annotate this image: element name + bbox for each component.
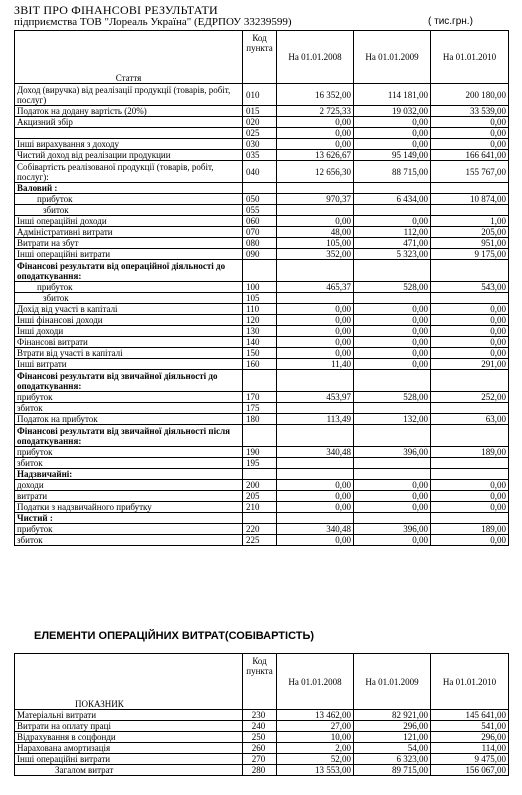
table-row xyxy=(15,480,509,491)
row-value-2008 xyxy=(277,403,354,414)
table-row xyxy=(15,392,509,403)
row-code: 030 xyxy=(243,139,277,150)
table-row xyxy=(15,535,509,546)
row-value-2008: 970,37 xyxy=(277,194,354,205)
row-value-2010: 541,00 xyxy=(431,721,509,732)
row-value-2010 xyxy=(431,293,509,304)
row-label: прибуток xyxy=(15,392,243,403)
row-value-2008: 0,00 xyxy=(277,348,354,359)
row-value-2010 xyxy=(431,425,509,447)
row-value-2008: 340,48 xyxy=(277,447,354,458)
row-label: Надзвичайні: xyxy=(15,469,243,480)
row-value-2010: 33 539,00 xyxy=(431,106,509,117)
column-header-code: Код пункта xyxy=(243,654,277,710)
row-value-2010: 166 641,00 xyxy=(431,150,509,161)
table-row xyxy=(15,205,509,216)
table-row xyxy=(15,425,509,447)
row-code: 270 xyxy=(243,754,277,765)
row-label xyxy=(15,128,243,139)
row-value-2010: 200 180,00 xyxy=(431,84,509,106)
table-row xyxy=(15,469,509,480)
table-row xyxy=(15,403,509,414)
row-value-2009: 6 434,00 xyxy=(354,194,431,205)
row-value-2010 xyxy=(431,469,509,480)
row-value-2009 xyxy=(354,260,431,282)
row-value-2010 xyxy=(431,513,509,524)
row-value-2010: 189,00 xyxy=(431,447,509,458)
row-code xyxy=(243,469,277,480)
column-header-indicator: ПОКАЗНИК xyxy=(15,654,243,710)
table-row xyxy=(15,293,509,304)
row-code: 190 xyxy=(243,447,277,458)
row-code: 040 xyxy=(243,161,277,183)
units-label: ( тис.грн.) xyxy=(428,16,473,27)
table-row xyxy=(15,249,509,260)
row-value-2009 xyxy=(354,370,431,392)
table-row xyxy=(15,348,509,359)
row-value-2010: 543,00 xyxy=(431,282,509,293)
row-code: 025 xyxy=(243,128,277,139)
row-code xyxy=(243,183,277,194)
row-code: 220 xyxy=(243,524,277,535)
row-label: Фінансові результати від звичайної діяльності до оподаткування: xyxy=(15,370,243,392)
table-row xyxy=(15,732,509,743)
row-value-2008 xyxy=(277,458,354,469)
column-header-date-2010: На 01.01.2010 xyxy=(431,31,509,84)
row-value-2010 xyxy=(431,205,509,216)
row-label: прибуток xyxy=(15,524,243,535)
row-value-2010: 1,00 xyxy=(431,216,509,227)
row-value-2010 xyxy=(431,260,509,282)
row-value-2008: 12 656,30 xyxy=(277,161,354,183)
report-title: ЗВІТ ПРО ФІНАНСОВІ РЕЗУЛЬТАТИ xyxy=(14,3,218,17)
row-value-2008: 10,00 xyxy=(277,732,354,743)
row-value-2009: 121,00 xyxy=(354,732,431,743)
row-value-2009: 6 323,00 xyxy=(354,754,431,765)
row-value-2010: 205,00 xyxy=(431,227,509,238)
row-value-2010: 0,00 xyxy=(431,139,509,150)
row-value-2008: 0,00 xyxy=(277,502,354,513)
row-value-2009: 396,00 xyxy=(354,447,431,458)
row-value-2009 xyxy=(354,425,431,447)
row-label: Валовий : xyxy=(15,183,243,194)
row-value-2010: 63,00 xyxy=(431,414,509,425)
row-code: 260 xyxy=(243,743,277,754)
row-value-2010: 9 175,00 xyxy=(431,249,509,260)
table-row xyxy=(15,326,509,337)
row-value-2010: 10 874,00 xyxy=(431,194,509,205)
table-row xyxy=(15,743,509,754)
row-value-2009: 528,00 xyxy=(354,392,431,403)
row-code: 110 xyxy=(243,304,277,315)
row-code: 055 xyxy=(243,205,277,216)
row-code: 180 xyxy=(243,414,277,425)
row-code: 070 xyxy=(243,227,277,238)
row-label: збиток xyxy=(15,403,243,414)
row-code: 080 xyxy=(243,238,277,249)
column-header-date-2008: На 01.01.2008 xyxy=(277,31,354,84)
row-label: Інші операційні витрати xyxy=(15,754,243,765)
row-label: Інші операційні витрати xyxy=(15,249,243,260)
column-header-article: Стаття xyxy=(15,31,243,84)
row-label: Фінансові витрати xyxy=(15,337,243,348)
row-value-2009: 0,00 xyxy=(354,480,431,491)
row-label: Інші операційні доходи xyxy=(15,216,243,227)
row-code: 140 xyxy=(243,337,277,348)
row-value-2008: 0,00 xyxy=(277,216,354,227)
row-value-2010: 189,00 xyxy=(431,524,509,535)
table-row xyxy=(15,161,509,183)
row-label: Доход (виручка) від реалізації продукції (товарів, робіт, послуг) xyxy=(15,84,243,106)
row-label: Втрати від участі в капіталі xyxy=(15,348,243,359)
row-value-2010 xyxy=(431,370,509,392)
row-value-2008 xyxy=(277,513,354,524)
row-value-2008: 52,00 xyxy=(277,754,354,765)
table-row xyxy=(15,216,509,227)
row-value-2010: 156 067,00 xyxy=(431,765,509,776)
row-value-2008: 0,00 xyxy=(277,117,354,128)
row-value-2008 xyxy=(277,183,354,194)
row-value-2008: 11,40 xyxy=(277,359,354,370)
row-code: 210 xyxy=(243,502,277,513)
row-label: Податки з надзвичайного прибутку xyxy=(15,502,243,513)
row-value-2008: 0,00 xyxy=(277,128,354,139)
section-title-operating-costs: ЕЛЕМЕНТИ ОПЕРАЦІЙНИХ ВИТРАТ(СОБІВАРТІСТЬ) xyxy=(34,630,315,642)
table-row xyxy=(15,458,509,469)
row-label: Чистий : xyxy=(15,513,243,524)
row-code: 130 xyxy=(243,326,277,337)
row-value-2010: 252,00 xyxy=(431,392,509,403)
row-value-2010 xyxy=(431,183,509,194)
row-label: Інші витрати xyxy=(15,359,243,370)
table-row xyxy=(15,710,509,721)
row-code: 225 xyxy=(243,535,277,546)
row-value-2010: 0,00 xyxy=(431,348,509,359)
row-label: збиток xyxy=(15,293,243,304)
row-value-2010: 0,00 xyxy=(431,535,509,546)
row-value-2009: 0,00 xyxy=(354,304,431,315)
row-value-2009 xyxy=(354,183,431,194)
row-value-2010: 114,00 xyxy=(431,743,509,754)
table-row xyxy=(15,117,509,128)
row-code: 175 xyxy=(243,403,277,414)
row-label: Податок на додану вартість (20%) xyxy=(15,106,243,117)
row-value-2008: 27,00 xyxy=(277,721,354,732)
row-value-2009 xyxy=(354,293,431,304)
row-value-2008 xyxy=(277,370,354,392)
row-value-2009: 0,00 xyxy=(354,359,431,370)
row-code: 120 xyxy=(243,315,277,326)
row-code xyxy=(243,370,277,392)
row-value-2009: 0,00 xyxy=(354,337,431,348)
row-value-2008: 13 553,00 xyxy=(277,765,354,776)
row-value-2008: 0,00 xyxy=(277,326,354,337)
row-value-2009: 5 323,00 xyxy=(354,249,431,260)
row-value-2009: 471,00 xyxy=(354,238,431,249)
row-value-2008: 0,00 xyxy=(277,337,354,348)
row-label: Матеріальні витрати xyxy=(15,710,243,721)
row-value-2010: 0,00 xyxy=(431,128,509,139)
row-value-2009: 54,00 xyxy=(354,743,431,754)
row-value-2010: 0,00 xyxy=(431,480,509,491)
row-label: доходи xyxy=(15,480,243,491)
table-row xyxy=(15,315,509,326)
row-value-2009: 528,00 xyxy=(354,282,431,293)
row-value-2009: 0,00 xyxy=(354,315,431,326)
table-row xyxy=(15,282,509,293)
row-code xyxy=(243,260,277,282)
row-value-2010: 951,00 xyxy=(431,238,509,249)
row-label: Чистий доход від реалізации продукции xyxy=(15,150,243,161)
row-value-2009: 0,00 xyxy=(354,216,431,227)
column-header-date-2009: На 01.01.2009 xyxy=(354,31,431,84)
table-row xyxy=(15,260,509,282)
row-value-2008: 465,37 xyxy=(277,282,354,293)
row-value-2009: 89 715,00 xyxy=(354,765,431,776)
row-value-2009: 0,00 xyxy=(354,117,431,128)
row-code: 090 xyxy=(243,249,277,260)
row-value-2010 xyxy=(431,458,509,469)
column-header-date-2009: На 01.01.2009 xyxy=(354,654,431,710)
row-label: збиток xyxy=(15,205,243,216)
row-value-2010 xyxy=(431,403,509,414)
row-value-2009: 396,00 xyxy=(354,524,431,535)
table-row xyxy=(15,721,509,732)
row-code: 100 xyxy=(243,282,277,293)
row-value-2010: 155 767,00 xyxy=(431,161,509,183)
row-label: Витрати на оплату праці xyxy=(15,721,243,732)
row-value-2009: 0,00 xyxy=(354,491,431,502)
row-value-2008: 0,00 xyxy=(277,491,354,502)
row-code xyxy=(243,513,277,524)
row-code: 170 xyxy=(243,392,277,403)
row-value-2008: 0,00 xyxy=(277,535,354,546)
row-label: Собівартість реалізованої продукції (товарів, робіт, послуг): xyxy=(15,161,243,183)
row-value-2010: 0,00 xyxy=(431,326,509,337)
row-value-2009: 0,00 xyxy=(354,348,431,359)
table-row xyxy=(15,128,509,139)
row-value-2009: 112,00 xyxy=(354,227,431,238)
row-label: Інші фінансові доходи xyxy=(15,315,243,326)
table-row xyxy=(15,359,509,370)
row-value-2008: 340,48 xyxy=(277,524,354,535)
row-code: 195 xyxy=(243,458,277,469)
company-subtitle: підприємства ТОВ "Лореаль Україна" (ЕДРПОУ 33239599) xyxy=(14,16,292,28)
row-value-2009 xyxy=(354,513,431,524)
row-label: Інші доходи xyxy=(15,326,243,337)
table-row xyxy=(15,139,509,150)
row-label: Податок на прибуток xyxy=(15,414,243,425)
row-value-2010: 0,00 xyxy=(431,315,509,326)
row-value-2009: 82 921,00 xyxy=(354,710,431,721)
row-value-2008 xyxy=(277,469,354,480)
row-value-2008: 48,00 xyxy=(277,227,354,238)
row-value-2010: 291,00 xyxy=(431,359,509,370)
row-code: 160 xyxy=(243,359,277,370)
row-value-2009: 0,00 xyxy=(354,326,431,337)
row-code: 240 xyxy=(243,721,277,732)
row-code: 035 xyxy=(243,150,277,161)
row-label: збиток xyxy=(15,458,243,469)
operating-costs-table xyxy=(14,653,509,776)
row-label: Нарахована амортизація xyxy=(15,743,243,754)
row-value-2010: 0,00 xyxy=(431,502,509,513)
table-row xyxy=(15,194,509,205)
row-value-2010: 0,00 xyxy=(431,491,509,502)
row-value-2008: 0,00 xyxy=(277,480,354,491)
row-label: Витрати на збут xyxy=(15,238,243,249)
row-value-2009: 95 149,00 xyxy=(354,150,431,161)
row-code: 150 xyxy=(243,348,277,359)
row-code: 250 xyxy=(243,732,277,743)
row-value-2010: 296,00 xyxy=(431,732,509,743)
row-value-2008: 0,00 xyxy=(277,139,354,150)
row-value-2008: 352,00 xyxy=(277,249,354,260)
table-row xyxy=(15,754,509,765)
row-value-2009 xyxy=(354,205,431,216)
row-value-2008 xyxy=(277,425,354,447)
table-row xyxy=(15,238,509,249)
row-label: Фінансові результати від операційної діяльності до оподаткування: xyxy=(15,260,243,282)
row-value-2008: 105,00 xyxy=(277,238,354,249)
row-value-2008: 13 462,00 xyxy=(277,710,354,721)
row-code xyxy=(243,425,277,447)
row-value-2009 xyxy=(354,403,431,414)
row-value-2009: 114 181,00 xyxy=(354,84,431,106)
row-value-2009: 0,00 xyxy=(354,502,431,513)
row-value-2009: 0,00 xyxy=(354,535,431,546)
table-row xyxy=(15,227,509,238)
table-row xyxy=(15,447,509,458)
row-label: збиток xyxy=(15,535,243,546)
row-value-2009: 132,00 xyxy=(354,414,431,425)
table-row xyxy=(15,183,509,194)
row-value-2010: 0,00 xyxy=(431,117,509,128)
financial-results-table xyxy=(14,30,509,546)
table-row xyxy=(15,106,509,117)
row-code: 020 xyxy=(243,117,277,128)
row-code: 010 xyxy=(243,84,277,106)
table-row xyxy=(15,513,509,524)
row-value-2008 xyxy=(277,293,354,304)
table-row xyxy=(15,84,509,106)
row-value-2009: 0,00 xyxy=(354,128,431,139)
row-label: Акцизний збір xyxy=(15,117,243,128)
table-row xyxy=(15,491,509,502)
row-value-2009: 19 032,00 xyxy=(354,106,431,117)
row-value-2010: 0,00 xyxy=(431,337,509,348)
row-label: прибуток xyxy=(15,447,243,458)
table-row xyxy=(15,370,509,392)
row-value-2008: 453,97 xyxy=(277,392,354,403)
row-value-2009: 0,00 xyxy=(354,139,431,150)
row-value-2008: 2,00 xyxy=(277,743,354,754)
row-value-2009 xyxy=(354,458,431,469)
row-code: 015 xyxy=(243,106,277,117)
row-value-2008 xyxy=(277,205,354,216)
row-label: Дохід від участі в капіталі xyxy=(15,304,243,315)
row-label: витрати xyxy=(15,491,243,502)
row-label: Загалом витрат xyxy=(15,765,243,776)
row-value-2008: 2 725,33 xyxy=(277,106,354,117)
row-value-2008: 113,49 xyxy=(277,414,354,425)
row-code: 105 xyxy=(243,293,277,304)
row-code: 280 xyxy=(243,765,277,776)
row-code: 230 xyxy=(243,710,277,721)
row-value-2008: 16 352,00 xyxy=(277,84,354,106)
row-value-2010: 145 641,00 xyxy=(431,710,509,721)
table-row xyxy=(15,765,509,776)
row-code: 200 xyxy=(243,480,277,491)
row-value-2008: 13 626,67 xyxy=(277,150,354,161)
column-header-date-2008: На 01.01.2008 xyxy=(277,654,354,710)
row-value-2008 xyxy=(277,260,354,282)
column-header-code: Код пункта xyxy=(243,31,277,84)
row-label: Адміністративні витрати xyxy=(15,227,243,238)
table-row xyxy=(15,502,509,513)
row-value-2008: 0,00 xyxy=(277,315,354,326)
row-label: прибуток xyxy=(15,282,243,293)
row-value-2009: 296,00 xyxy=(354,721,431,732)
row-value-2008: 0,00 xyxy=(277,304,354,315)
row-value-2009: 88 715,00 xyxy=(354,161,431,183)
column-header-date-2010: На 01.01.2010 xyxy=(431,654,509,710)
row-value-2010: 0,00 xyxy=(431,304,509,315)
row-code: 060 xyxy=(243,216,277,227)
row-label: Інші вирахування з доходу xyxy=(15,139,243,150)
table-row xyxy=(15,414,509,425)
table-row xyxy=(15,524,509,535)
table-row xyxy=(15,337,509,348)
row-value-2010: 9 475,00 xyxy=(431,754,509,765)
table-row xyxy=(15,150,509,161)
row-label: Фінансові результати від звичайної діяльності після оподаткування: xyxy=(15,425,243,447)
row-code: 050 xyxy=(243,194,277,205)
row-label: Відрахування в соцфонди xyxy=(15,732,243,743)
row-label: прибуток xyxy=(15,194,243,205)
row-code: 205 xyxy=(243,491,277,502)
table-row xyxy=(15,304,509,315)
row-value-2009 xyxy=(354,469,431,480)
